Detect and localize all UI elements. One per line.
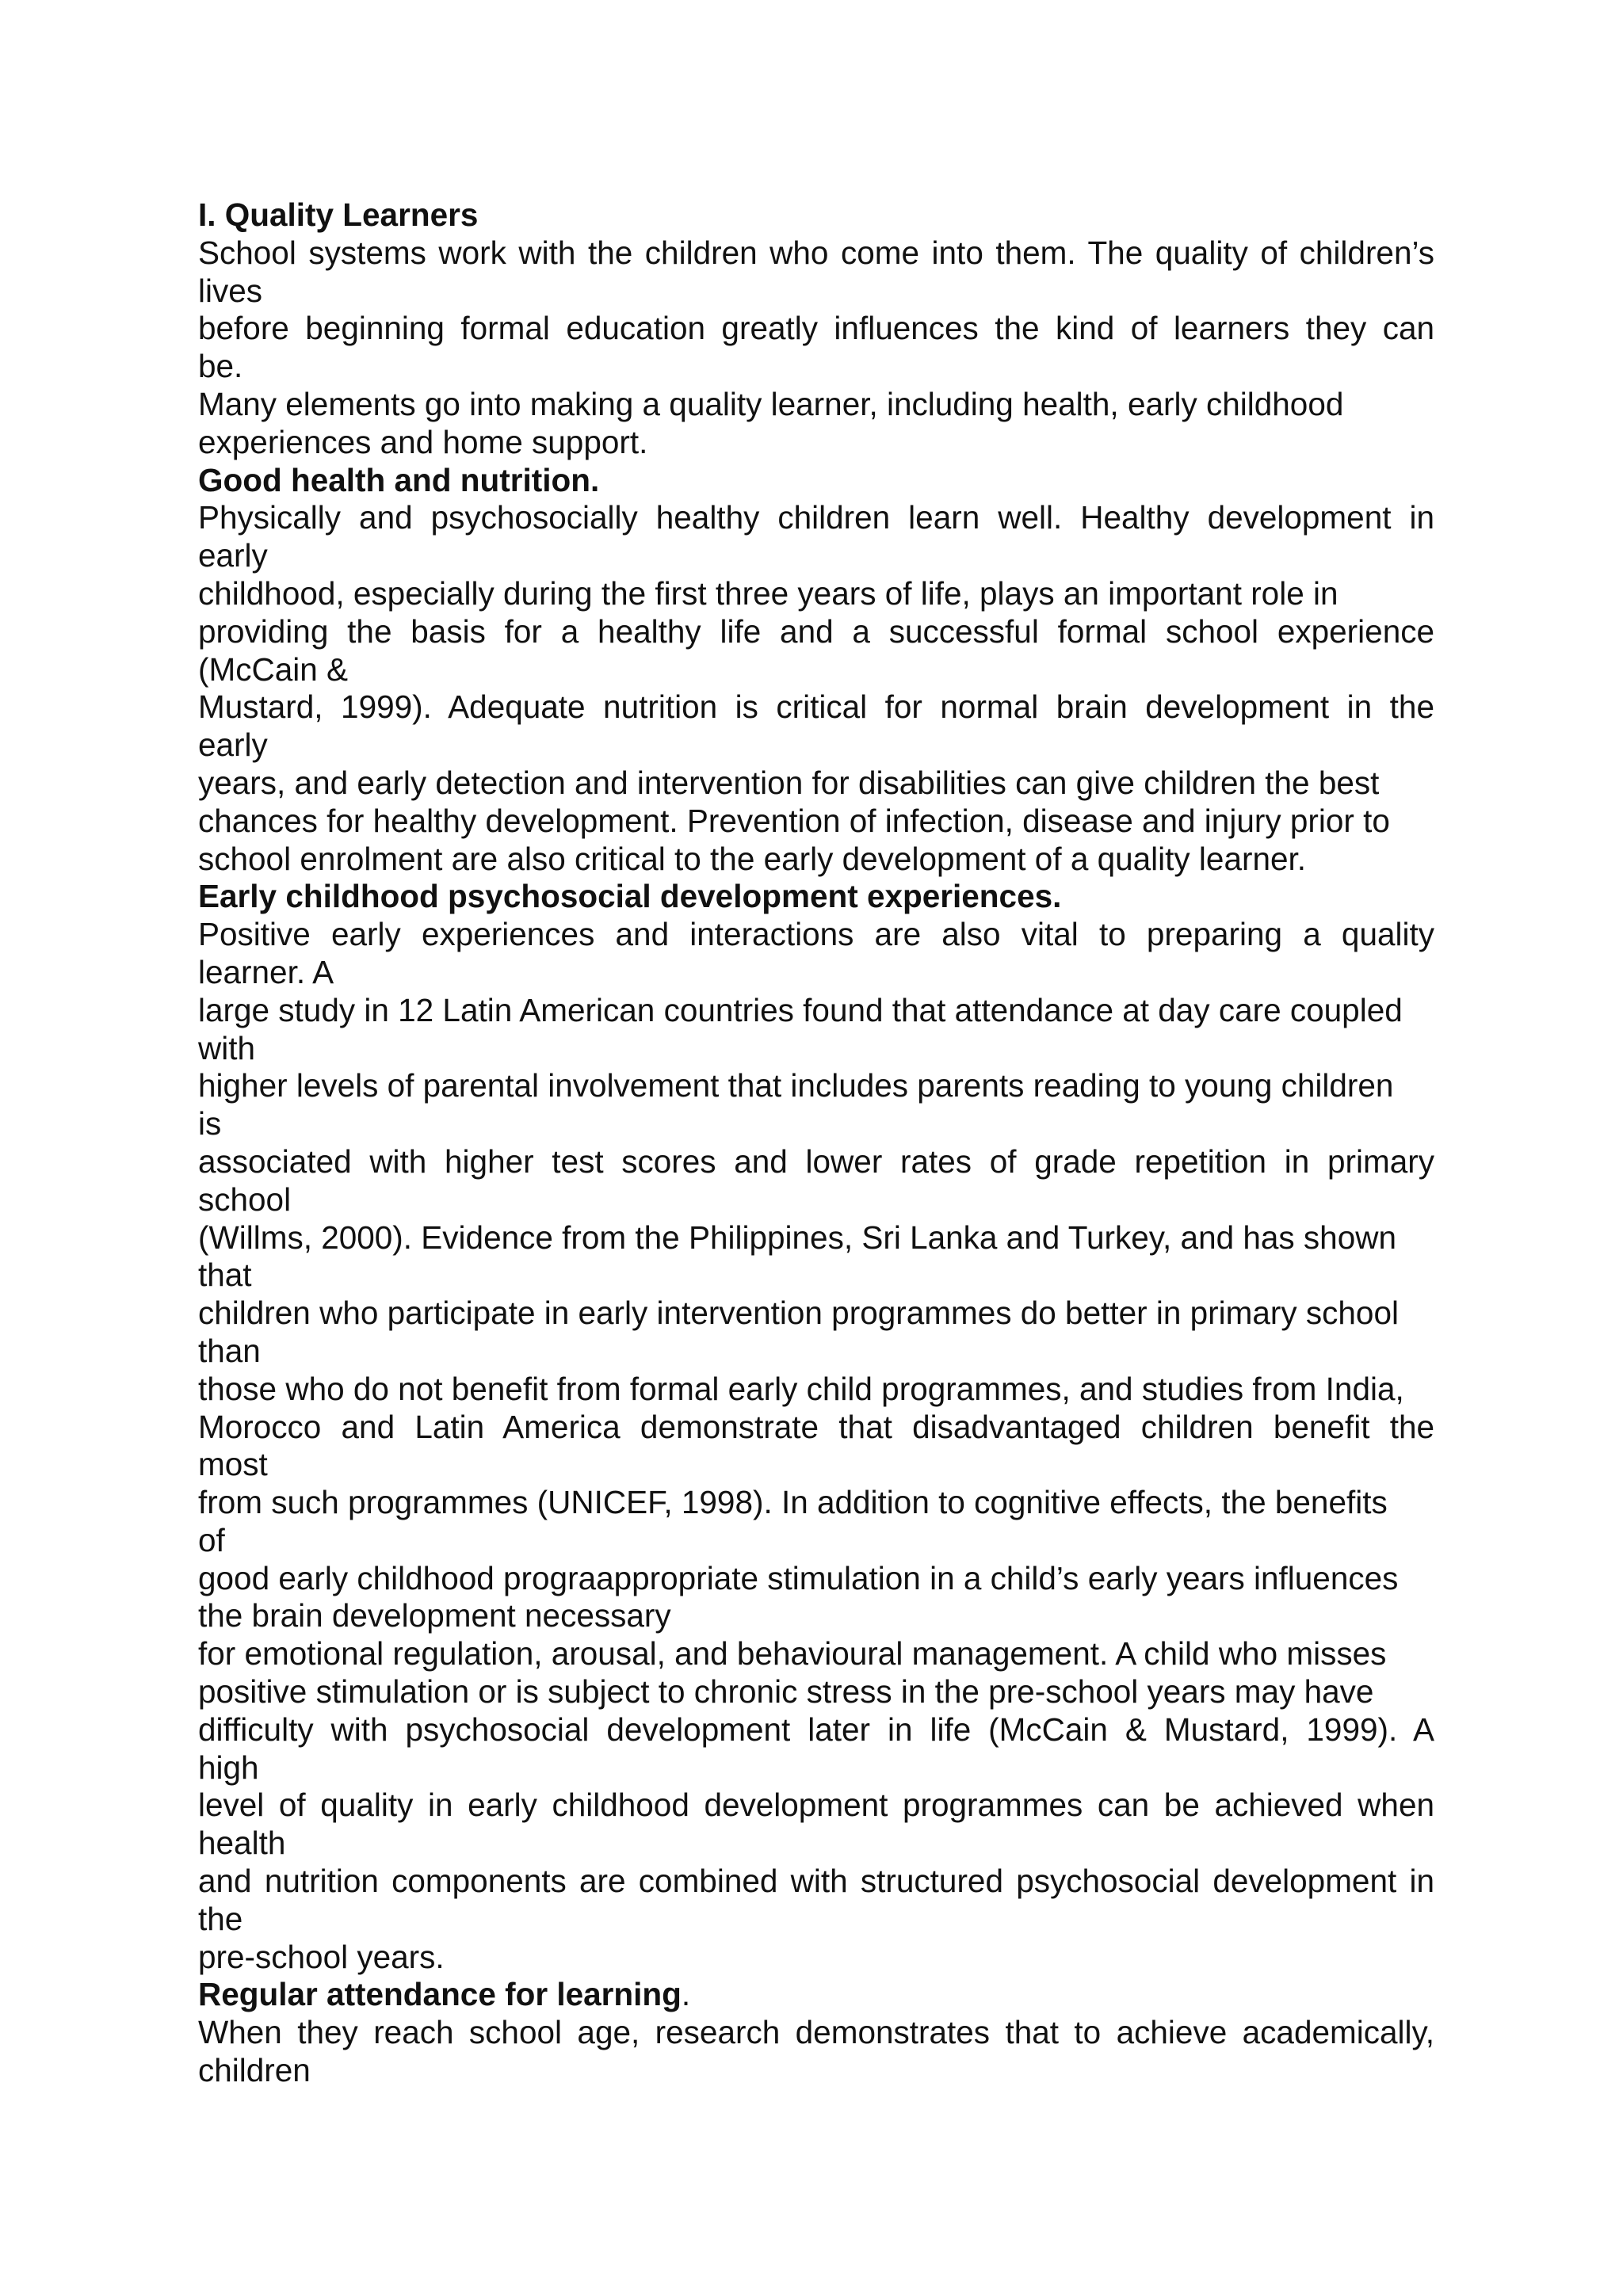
line-text: be. [198,348,243,385]
line-text: early [198,727,268,764]
body-text-line [198,1673,1434,1711]
body-text-line [198,727,1434,765]
line-text: Morocco and Latin America demonstrate that disadvantaged children benefit the [198,1408,1434,1445]
line-text: Positive early experiences and interactions are also vital to preparing a quality [198,916,1434,953]
line-text: experiences and home support. [198,423,648,460]
line-text: that [198,1257,252,1294]
line-text: school [198,1180,292,1218]
line-text: providing the basis for a healthy life and a successful formal school experience [198,612,1434,650]
line-text: (McCain & [198,650,349,688]
body-text-line [198,1484,1434,1522]
body-text-line [198,1901,1434,1939]
body-text-line [198,235,1434,273]
body-text-line [198,1219,1434,1257]
section-heading [198,878,1434,916]
line-text: most [198,1446,268,1483]
body-text-line [198,1067,1434,1105]
body-text-line [198,1863,1434,1901]
body-text-line [198,1749,1434,1787]
body-text-line [198,1143,1434,1181]
body-text-line [198,537,1434,575]
line-text: level of quality in early childhood development programmes can be achieved when [198,1787,1434,1824]
body-text-line [198,765,1434,803]
body-text-line [198,954,1434,992]
line-text: Early childhood psychosocial development experiences. [198,878,1062,915]
line-text: for emotional regulation, arousal, and behavioural management. A child who misses [198,1635,1387,1672]
line-text: learner. A [198,953,334,990]
section-heading [198,1976,1434,2014]
line-text: lives [198,272,263,309]
line-text: before beginning formal education greatly influences the kind of learners they can [198,310,1434,347]
line-text: difficulty with psychosocial development later in life (McCain & Mustard, 1999). A [198,1711,1434,1748]
line-text: childhood, especially during the first three years of life, plays an important role in [198,574,1338,612]
line-text: with [198,1029,256,1066]
body-text-line [198,1597,1434,1635]
body-text-line [198,386,1434,424]
body-text-line [198,916,1434,954]
line-suffix: . [681,1976,691,2013]
body-text-line [198,1711,1434,1749]
document-page [198,196,1434,2090]
body-text-line [198,1333,1434,1371]
body-text-line [198,803,1434,841]
line-text: (Willms, 2000). Evidence from the Philippines, Sri Lanka and Turkey, and has shown [198,1219,1396,1256]
body-text-line [198,1030,1434,1068]
body-text-line [198,310,1434,348]
line-text: School systems work with the children who come into them. The quality of children’s [198,234,1434,271]
body-text-line [198,1635,1434,1673]
line-text: than [198,1332,261,1369]
line-text: the brain development necessary [198,1597,671,1634]
line-text: years, and early detection and intervention for disabilities can give children the best [198,764,1380,801]
body-text-line [198,1825,1434,1863]
body-text-line [198,841,1434,879]
body-text-line [198,424,1434,462]
body-text-line [198,499,1434,537]
body-text-line [198,348,1434,386]
line-text: high [198,1749,259,1786]
body-text-line [198,1371,1434,1409]
line-text: those who do not benefit from formal early child programmes, and studies from India, [198,1370,1404,1407]
body-text-line [198,273,1434,311]
body-text-line [198,1787,1434,1825]
body-text-line [198,992,1434,1030]
body-text-line [198,688,1434,727]
line-text: children who participate in early intervention programmes do better in primary school [198,1295,1399,1332]
body-text-line [198,613,1434,651]
line-text: positive stimulation or is subject to chronic stress in the pre-school years may have [198,1673,1374,1711]
line-text: higher levels of parental involvement that includes parents reading to young children [198,1067,1394,1104]
body-text-line [198,2052,1434,2090]
section-heading [198,196,1434,235]
line-text: Many elements go into making a quality learner, including health, early childhood [198,385,1344,422]
line-text: Regular attendance for learning [198,1976,682,2013]
line-text: pre-school years. [198,1938,445,1975]
line-text: Mustard, 1999). Adequate nutrition is critical for normal brain development in the [198,688,1434,726]
line-text: children [198,2052,311,2089]
line-text: chances for healthy development. Prevention of infection, disease and injury prior to [198,802,1390,839]
body-text-line [198,1939,1434,1977]
line-text: When they reach school age, research demonstrates that to achieve academically, [198,2014,1434,2051]
line-text: is [198,1105,222,1142]
line-text: school enrolment are also critical to the early development of a quality learner. [198,840,1307,877]
body-text-line [198,1409,1434,1447]
line-text: I. Quality Learners [198,196,479,233]
line-text: from such programmes (UNICEF, 1998). In addition to cognitive effects, the benefits [198,1484,1388,1521]
body-text-line [198,1522,1434,1560]
line-text: associated with higher test scores and lower rates of grade repetition in primary [198,1142,1434,1180]
body-text-line [198,575,1434,613]
line-text: Physically and psychosocially healthy children learn well. Healthy development in [198,499,1434,536]
body-text-line [198,651,1434,689]
body-text-line [198,2014,1434,2052]
line-text: health [198,1825,286,1862]
body-text-line [198,1560,1434,1598]
line-text: and nutrition components are combined with structured psychosocial development in [198,1863,1434,1900]
line-text: of [198,1521,225,1558]
body-text-line [198,1105,1434,1143]
section-heading [198,462,1434,500]
line-text: good early childhood prograappropriate stimulation in a child’s early years influences [198,1559,1399,1596]
body-text-line [198,1295,1434,1333]
line-text: the [198,1900,243,1937]
body-text-line [198,1446,1434,1484]
body-text-line [198,1181,1434,1219]
line-text: early [198,537,268,574]
body-text-line [198,1257,1434,1295]
line-text: large study in 12 Latin American countries found that attendance at day care coupled [198,991,1403,1028]
line-text: Good health and nutrition. [198,461,600,498]
